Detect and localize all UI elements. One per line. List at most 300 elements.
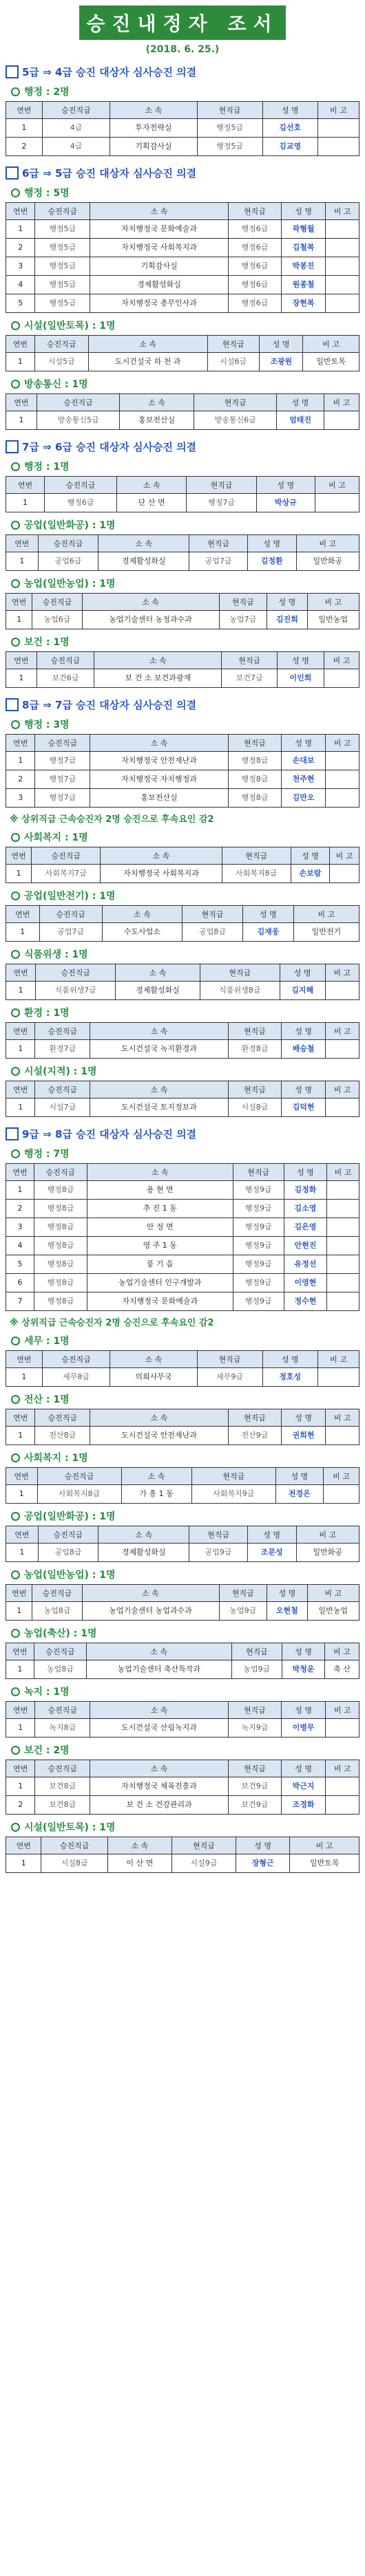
table-cell: 7 <box>6 1292 34 1311</box>
column-header: 소 속 <box>82 1585 219 1602</box>
table-cell: 행정7급 <box>35 752 90 770</box>
column-header: 성 명 <box>262 1351 317 1368</box>
table-cell: 일반토목 <box>303 353 359 371</box>
table-cell: 행정8급 <box>229 752 282 770</box>
column-header: 소 속 <box>110 102 197 119</box>
table-cell: 손대보 <box>281 752 326 770</box>
table-cell <box>323 1485 359 1504</box>
column-header: 성 명 <box>236 1837 290 1854</box>
column-header: 비 고 <box>323 1468 359 1485</box>
group-label: 행정 : 3명 <box>24 719 70 730</box>
table-cell: 도시건설국 안전재난과 <box>90 1427 229 1445</box>
group-label: 사회복지 : 1명 <box>24 832 88 843</box>
table-cell: 농업8급 <box>34 1660 86 1679</box>
table-cell: 행정5급 <box>35 239 90 257</box>
table-cell: 김소영 <box>284 1200 326 1218</box>
page <box>0 6 365 2576</box>
table-cell: 2 <box>6 138 43 156</box>
group-heading <box>11 186 354 199</box>
table-cell: 1 <box>6 923 40 942</box>
column-header: 비 고 <box>326 203 359 220</box>
column-header: 성 명 <box>291 847 330 865</box>
circle-icon <box>11 1746 20 1755</box>
table-cell <box>326 276 359 294</box>
column-header: 연번 <box>6 1837 41 1854</box>
table-row <box>6 1292 359 1311</box>
table-cell <box>326 1427 359 1445</box>
column-header: 연번 <box>6 1760 35 1777</box>
table-cell: 녹지9급 <box>229 1719 282 1738</box>
table-cell: 추 진 1 동 <box>87 1200 233 1218</box>
column-header: 승진직급 <box>32 1585 82 1602</box>
table-cell: 4급 <box>42 138 110 156</box>
group-heading <box>11 889 354 902</box>
table-cell: 농업7급 <box>219 611 267 629</box>
column-header: 소 속 <box>90 1081 229 1098</box>
table-cell: 행정9급 <box>233 1274 284 1292</box>
circle-icon <box>11 1570 20 1579</box>
column-header: 현직급 <box>219 1585 267 1602</box>
column-header: 연번 <box>6 652 37 669</box>
group-heading <box>11 830 354 844</box>
table-cell: 장현복 <box>281 294 326 313</box>
roster-table <box>6 734 359 808</box>
grade-heading <box>6 440 359 454</box>
table-cell <box>327 1255 359 1274</box>
column-header: 현직급 <box>189 535 247 552</box>
table-cell: 1 <box>6 1602 32 1621</box>
grade-label: 5급 ⇒ 4급 승진 대상자 심사승진 의결 <box>22 66 197 78</box>
column-header: 비 고 <box>293 906 359 923</box>
table-cell: 곽형월 <box>281 220 326 239</box>
table-cell: 김은영 <box>284 1218 326 1237</box>
note-text: ※ 상위직급 근속승진자 2명 승진으로 후속요인 감2 <box>10 1318 214 1328</box>
table-cell: 방송통신6급 <box>194 411 276 430</box>
table-cell: 행정6급 <box>229 239 282 257</box>
table-row <box>6 220 359 239</box>
table-cell: 일반화공 <box>296 1544 359 1562</box>
column-header: 승진직급 <box>42 1351 110 1368</box>
roster-table <box>6 1837 359 1873</box>
table-cell: 용 현 면 <box>87 1181 233 1200</box>
column-header: 성 명 <box>262 102 317 119</box>
table-cell: 홍보전산실 <box>90 789 229 808</box>
column-header: 연번 <box>6 1081 35 1098</box>
circle-icon <box>11 1067 20 1076</box>
table-cell: 행정5급 <box>35 220 90 239</box>
table-cell: 자치행정국 사회복지과 <box>101 865 222 883</box>
group-label: 행정 : 2명 <box>24 87 70 98</box>
table-cell <box>317 138 359 156</box>
table-cell: 3 <box>6 257 35 276</box>
column-header: 승진직급 <box>38 535 98 552</box>
roster-table <box>6 905 359 942</box>
column-header: 소 속 <box>116 964 200 982</box>
table-cell: 박봉진 <box>281 257 326 276</box>
column-header: 현직급 <box>229 735 282 752</box>
column-header: 현직급 <box>182 906 243 923</box>
roster-table <box>6 964 359 1000</box>
checkbox-icon <box>6 1127 19 1140</box>
group-heading <box>11 1685 354 1698</box>
column-header: 비 고 <box>317 1351 359 1368</box>
grade-heading <box>6 697 359 712</box>
table-cell <box>326 220 359 239</box>
column-header: 소 속 <box>90 1760 229 1777</box>
table-cell <box>326 1796 359 1815</box>
group-label: 시설(일반토목) : 1명 <box>24 321 116 332</box>
table-row <box>6 669 359 688</box>
column-header: 현직급 <box>229 1409 282 1427</box>
table-cell: 식품위생8급 <box>200 982 280 1000</box>
column-header: 소 속 <box>110 1351 197 1368</box>
column-header: 현직급 <box>229 1702 282 1719</box>
table-cell <box>326 257 359 276</box>
column-header: 현직급 <box>200 964 280 982</box>
table-cell: 정호성 <box>262 1368 317 1387</box>
column-header: 승진직급 <box>36 652 94 669</box>
table-row <box>6 257 359 276</box>
table-cell <box>330 865 359 883</box>
group-heading <box>11 1568 354 1581</box>
group-label: 보건 : 2명 <box>24 1745 70 1756</box>
circle-icon <box>11 1629 20 1638</box>
table-cell: 수도사업소 <box>102 923 182 942</box>
table-cell: 도시건설국 토지정보과 <box>90 1098 229 1117</box>
table-cell <box>327 1181 359 1200</box>
table-cell <box>324 669 359 688</box>
table-cell: 1 <box>6 411 37 430</box>
table-row <box>6 923 359 942</box>
table-cell <box>326 770 359 789</box>
table-cell: 김진희 <box>267 611 308 629</box>
table-cell: 시설8급 <box>229 1098 282 1117</box>
table-cell <box>326 1719 359 1738</box>
grade-heading <box>6 65 359 79</box>
table-cell: 1 <box>6 865 32 883</box>
table-cell <box>326 239 359 257</box>
column-header: 승진직급 <box>34 1164 87 1181</box>
circle-icon <box>11 1687 20 1696</box>
column-header: 현직급 <box>194 394 276 411</box>
checkbox-icon <box>6 65 19 78</box>
table-cell: 행정9급 <box>233 1181 284 1200</box>
column-header: 성 명 <box>281 1760 326 1777</box>
column-header: 성 명 <box>281 1409 326 1427</box>
table-cell <box>326 1040 359 1059</box>
column-header: 승진직급 <box>32 594 82 611</box>
table-cell: 공업8급 <box>38 1544 98 1562</box>
column-header: 성 명 <box>247 1526 296 1544</box>
table-cell: 단 산 면 <box>117 494 187 512</box>
column-header: 승진직급 <box>34 1643 86 1660</box>
table-cell: 환경7급 <box>35 1040 90 1059</box>
table-cell: 행정9급 <box>233 1237 284 1255</box>
table-row <box>6 1777 359 1796</box>
group-label: 공업(일반화공) : 1명 <box>24 520 116 531</box>
table-cell: 행정8급 <box>34 1200 87 1218</box>
table-cell: 6 <box>6 1274 34 1292</box>
table-cell: 행정6급 <box>229 294 282 313</box>
roster-table <box>6 393 359 430</box>
roster-table <box>6 1163 359 1311</box>
table-row <box>6 611 359 629</box>
table-cell: 1 <box>6 353 35 371</box>
group-heading <box>11 1147 354 1160</box>
table-cell: 행정9급 <box>233 1200 284 1218</box>
table-cell: 김지혜 <box>280 982 325 1000</box>
column-header: 연번 <box>6 1468 38 1485</box>
document-date: (2018. 6. 25.) <box>145 44 220 55</box>
table-cell: 엄태진 <box>277 411 324 430</box>
circle-icon <box>11 1512 20 1521</box>
table-cell: 공업9급 <box>189 1544 247 1562</box>
table-cell: 가 흥 1 동 <box>121 1485 191 1504</box>
table-row <box>6 294 359 313</box>
column-header: 소 속 <box>90 203 229 220</box>
column-header: 성 명 <box>284 1164 326 1181</box>
table-cell <box>326 1098 359 1117</box>
column-header: 연번 <box>6 964 36 982</box>
table-cell: 김재웅 <box>242 923 293 942</box>
table-cell <box>326 789 359 808</box>
table-cell: 1 <box>6 1040 35 1059</box>
column-header: 비 고 <box>325 1643 359 1660</box>
column-header: 승진직급 <box>35 1702 90 1719</box>
table-cell: 배승철 <box>281 1040 326 1059</box>
group-label: 방송통신 : 1명 <box>24 379 88 390</box>
table-cell: 전경은 <box>275 1485 323 1504</box>
column-header: 성 명 <box>282 1643 325 1660</box>
column-header: 연번 <box>6 336 35 353</box>
table-cell: 박근지 <box>281 1777 326 1796</box>
column-header: 연번 <box>6 1526 39 1544</box>
table-row <box>6 1485 359 1504</box>
table-cell: 사회복지7급 <box>32 865 101 883</box>
column-header: 소 속 <box>101 847 222 865</box>
table-cell: 자치행정국 총무인사과 <box>90 294 229 313</box>
table-cell: 오현철 <box>267 1602 308 1621</box>
table-cell: 이인희 <box>278 669 324 688</box>
table-cell <box>317 119 359 138</box>
grade-label: 7급 ⇒ 6급 승진 대상자 심사승진 의결 <box>22 441 197 453</box>
table-row <box>6 1200 359 1218</box>
column-header: 비 고 <box>315 477 359 494</box>
table-cell: 농업기술센터 인구개발과 <box>87 1274 233 1292</box>
column-header: 비 고 <box>326 1702 359 1719</box>
column-header: 소 속 <box>107 1837 171 1854</box>
circle-icon <box>11 579 20 588</box>
column-header: 소 속 <box>82 594 219 611</box>
column-header: 현직급 <box>191 1468 275 1485</box>
column-header: 승진직급 <box>45 477 117 494</box>
column-header: 소 속 <box>88 336 207 353</box>
circle-icon <box>11 462 20 471</box>
circle-icon <box>11 1149 20 1158</box>
group-label: 식품위생 : 1명 <box>24 949 88 960</box>
column-header: 승진직급 <box>35 1409 90 1427</box>
group-heading <box>11 85 354 98</box>
table-cell: 보건8급 <box>35 1796 90 1815</box>
group-heading <box>11 377 354 391</box>
column-header: 성 명 <box>281 1081 326 1098</box>
table-cell: 1 <box>6 1544 39 1562</box>
table-cell: 도시건설국 산림녹지과 <box>90 1719 229 1738</box>
column-header: 비 고 <box>325 964 359 982</box>
table-cell: 1 <box>6 1368 43 1387</box>
table-cell: 보건9급 <box>229 1796 282 1815</box>
column-header: 승진직급 <box>39 906 102 923</box>
table-cell: 경제활성화실 <box>116 982 200 1000</box>
table-cell: 시설5급 <box>34 353 88 371</box>
table-cell <box>327 1237 359 1255</box>
table-cell <box>326 1777 359 1796</box>
group-label: 행정 : 5명 <box>24 188 70 199</box>
column-header: 연번 <box>6 1164 34 1181</box>
column-header: 연번 <box>6 735 35 752</box>
column-header: 현직급 <box>231 1643 282 1660</box>
column-header: 연번 <box>6 477 45 494</box>
group-label: 사회복지 : 1명 <box>24 1453 88 1464</box>
table-cell: 1 <box>6 119 43 138</box>
column-header: 현직급 <box>229 203 282 220</box>
table-cell: 행정5급 <box>197 138 262 156</box>
circle-icon <box>11 1008 20 1017</box>
table-row <box>6 1368 359 1387</box>
circle-icon <box>11 891 20 900</box>
column-header: 비 고 <box>326 1409 359 1427</box>
group-label: 행정 : 7명 <box>24 1149 70 1160</box>
group-heading <box>11 1392 354 1406</box>
column-header: 승진직급 <box>38 1526 98 1544</box>
column-header: 현직급 <box>233 1164 284 1181</box>
table-cell: 1 <box>6 1098 35 1117</box>
column-header: 연번 <box>6 847 32 865</box>
circle-icon <box>11 1823 20 1832</box>
table-cell: 조광원 <box>259 353 302 371</box>
table-cell: 행정8급 <box>34 1292 87 1311</box>
column-header: 현직급 <box>187 477 256 494</box>
column-header: 승진직급 <box>35 1081 90 1098</box>
column-header: 현직급 <box>222 652 278 669</box>
column-header: 승진직급 <box>35 203 90 220</box>
table-cell: 행정8급 <box>229 770 282 789</box>
column-header: 비 고 <box>290 1837 359 1854</box>
column-header: 연번 <box>6 535 39 552</box>
group-heading <box>11 318 354 332</box>
column-header: 소 속 <box>94 652 222 669</box>
column-header: 승진직급 <box>35 1023 90 1040</box>
table-cell: 공업6급 <box>38 552 98 571</box>
column-header: 소 속 <box>98 1526 189 1544</box>
table-cell: 방송통신5급 <box>36 411 119 430</box>
content <box>0 65 365 1873</box>
title-banner <box>79 6 286 40</box>
circle-icon <box>11 833 20 842</box>
table-cell: 행정5급 <box>35 276 90 294</box>
column-header: 비 고 <box>307 594 359 611</box>
table-cell: 2 <box>6 239 35 257</box>
table-row <box>6 411 359 430</box>
checkbox-icon <box>6 698 19 711</box>
table-cell: 일반농업 <box>307 1602 359 1621</box>
table-cell: 경제활성화실 <box>98 552 189 571</box>
table-cell: 행정7급 <box>35 770 90 789</box>
group-heading <box>11 1064 354 1078</box>
table-cell: 1 <box>6 982 36 1000</box>
circle-icon <box>11 1395 20 1404</box>
column-header: 비 고 <box>317 102 359 119</box>
column-header: 승진직급 <box>36 394 119 411</box>
table-row <box>6 1544 359 1562</box>
column-header: 연번 <box>6 203 35 220</box>
column-header: 승진직급 <box>41 1837 108 1854</box>
table-cell <box>327 1292 359 1311</box>
group-heading <box>11 576 354 590</box>
table-cell: 전산9급 <box>229 1427 282 1445</box>
table-cell <box>327 1200 359 1218</box>
checkbox-icon <box>6 440 19 453</box>
table-row <box>6 1427 359 1445</box>
column-header: 비 고 <box>326 1023 359 1040</box>
table-cell: 1 <box>6 220 35 239</box>
table-row <box>6 1040 359 1059</box>
table-cell: 시설6급 <box>207 353 259 371</box>
table-row <box>6 1719 359 1738</box>
column-header: 소 속 <box>87 1643 231 1660</box>
column-header: 연번 <box>6 906 40 923</box>
roster-table <box>6 1526 359 1562</box>
column-header: 승진직급 <box>35 1760 90 1777</box>
column-header: 소 속 <box>87 1164 233 1181</box>
table-cell: 원종철 <box>281 276 326 294</box>
table-row <box>6 770 359 789</box>
column-header: 소 속 <box>120 394 194 411</box>
column-header: 성 명 <box>267 594 308 611</box>
column-header: 연번 <box>6 1585 32 1602</box>
group-heading <box>11 459 354 473</box>
table-cell: 행정6급 <box>229 276 282 294</box>
table-row <box>6 1181 359 1200</box>
table-cell: 김정화 <box>284 1181 326 1200</box>
table-row <box>6 1274 359 1292</box>
grade-heading <box>6 166 359 180</box>
column-header: 현직급 <box>171 1837 236 1854</box>
table-cell: 자치행정국 사회복지과 <box>90 239 229 257</box>
column-header: 연번 <box>6 394 37 411</box>
table-cell <box>325 982 359 1000</box>
column-header: 성 명 <box>280 964 325 982</box>
table-cell <box>317 1368 359 1387</box>
table-cell: 보 건 소 건강관리과 <box>90 1796 229 1815</box>
table-cell: 장형근 <box>236 1854 290 1873</box>
column-header: 연번 <box>6 1702 35 1719</box>
column-header: 현직급 <box>222 847 291 865</box>
table-cell: 유정선 <box>284 1255 326 1274</box>
table-cell: 녹지8급 <box>35 1719 90 1738</box>
table-cell: 환경8급 <box>229 1040 282 1059</box>
table-cell: 행정7급 <box>187 494 256 512</box>
column-header: 소 속 <box>90 1702 229 1719</box>
column-header: 현직급 <box>207 336 259 353</box>
column-header: 성 명 <box>247 535 296 552</box>
table-cell: 영 주 1 동 <box>87 1237 233 1255</box>
column-header: 비 고 <box>326 735 359 752</box>
column-header: 현직급 <box>219 594 267 611</box>
table-row <box>6 1602 359 1621</box>
table-cell: 2 <box>6 1200 34 1218</box>
circle-icon <box>11 950 20 959</box>
